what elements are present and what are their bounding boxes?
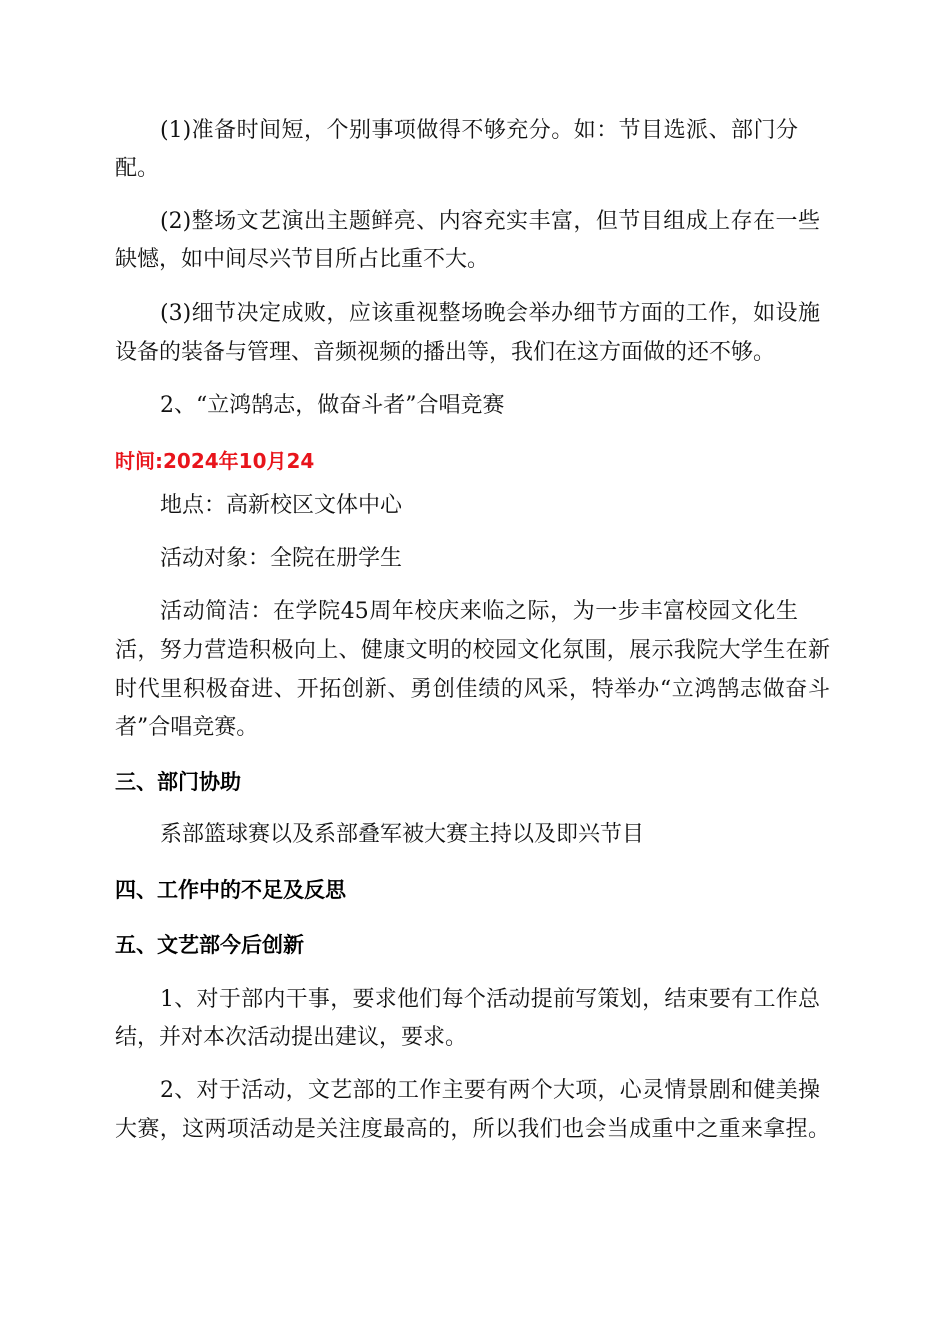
- section-5-heading: 五、文艺部今后创新: [115, 933, 304, 957]
- section-5-item-1-line-2: 结，并对本次活动提出建议，要求。: [115, 1025, 468, 1050]
- section-5-item-1-line-1: 1、对于部内干事，要求他们每个活动提前写策划，结束要有工作总: [160, 987, 820, 1012]
- intro-line-4: 者”合唱竞赛。: [115, 715, 259, 740]
- section-5-item-2-line-2: 大赛，这两项活动是关注度最高的，所以我们也会当成重中之重来拿捏。: [115, 1117, 830, 1142]
- time-label: 时间:2024年10月24: [115, 449, 315, 473]
- paragraph-3-line-2: 设备的装备与管理、音频视频的播出等，我们在这方面做的还不够。: [115, 340, 776, 365]
- paragraph-1-line-2: 配。: [115, 156, 160, 181]
- paragraph-3-line-1: (3)细节决定成败，应该重视整场晚会举办细节方面的工作，如设施: [160, 301, 820, 326]
- section-4-heading: 四、工作中的不足及反思: [115, 878, 346, 902]
- contest-title: 2、“立鸿鹄志，做奋斗者”合唱竞赛: [160, 393, 505, 418]
- paragraph-1-line-1: (1)准备时间短，个别事项做得不够充分。如：节目选派、部门分: [160, 118, 798, 143]
- audience-line: 活动对象：全院在册学生: [160, 546, 403, 571]
- intro-line-2: 活，努力营造积极向上、健康文明的校园文化氛围，展示我院大学生在新: [115, 638, 830, 663]
- section-5-item-2-line-1: 2、对于活动，文艺部的工作主要有两个大项，心灵情景剧和健美操: [160, 1078, 820, 1103]
- paragraph-2-line-1: (2)整场文艺演出主题鲜亮、内容充实丰富，但节目组成上存在一些: [160, 209, 820, 234]
- intro-line-1: 活动简洁：在学院45周年校庆来临之际，为一步丰富校园文化生: [160, 599, 798, 624]
- section-3-heading: 三、部门协助: [115, 770, 241, 794]
- intro-line-3: 时代里积极奋进、开拓创新、勇创佳绩的风采，特举办“立鸿鹄志做奋斗: [115, 677, 830, 702]
- section-3-text: 系部篮球赛以及系部叠军被大赛主持以及即兴节目: [160, 822, 645, 847]
- paragraph-2-line-2: 缺憾，如中间尽兴节目所占比重不大。: [115, 247, 490, 272]
- location-line: 地点：高新校区文体中心: [160, 493, 403, 518]
